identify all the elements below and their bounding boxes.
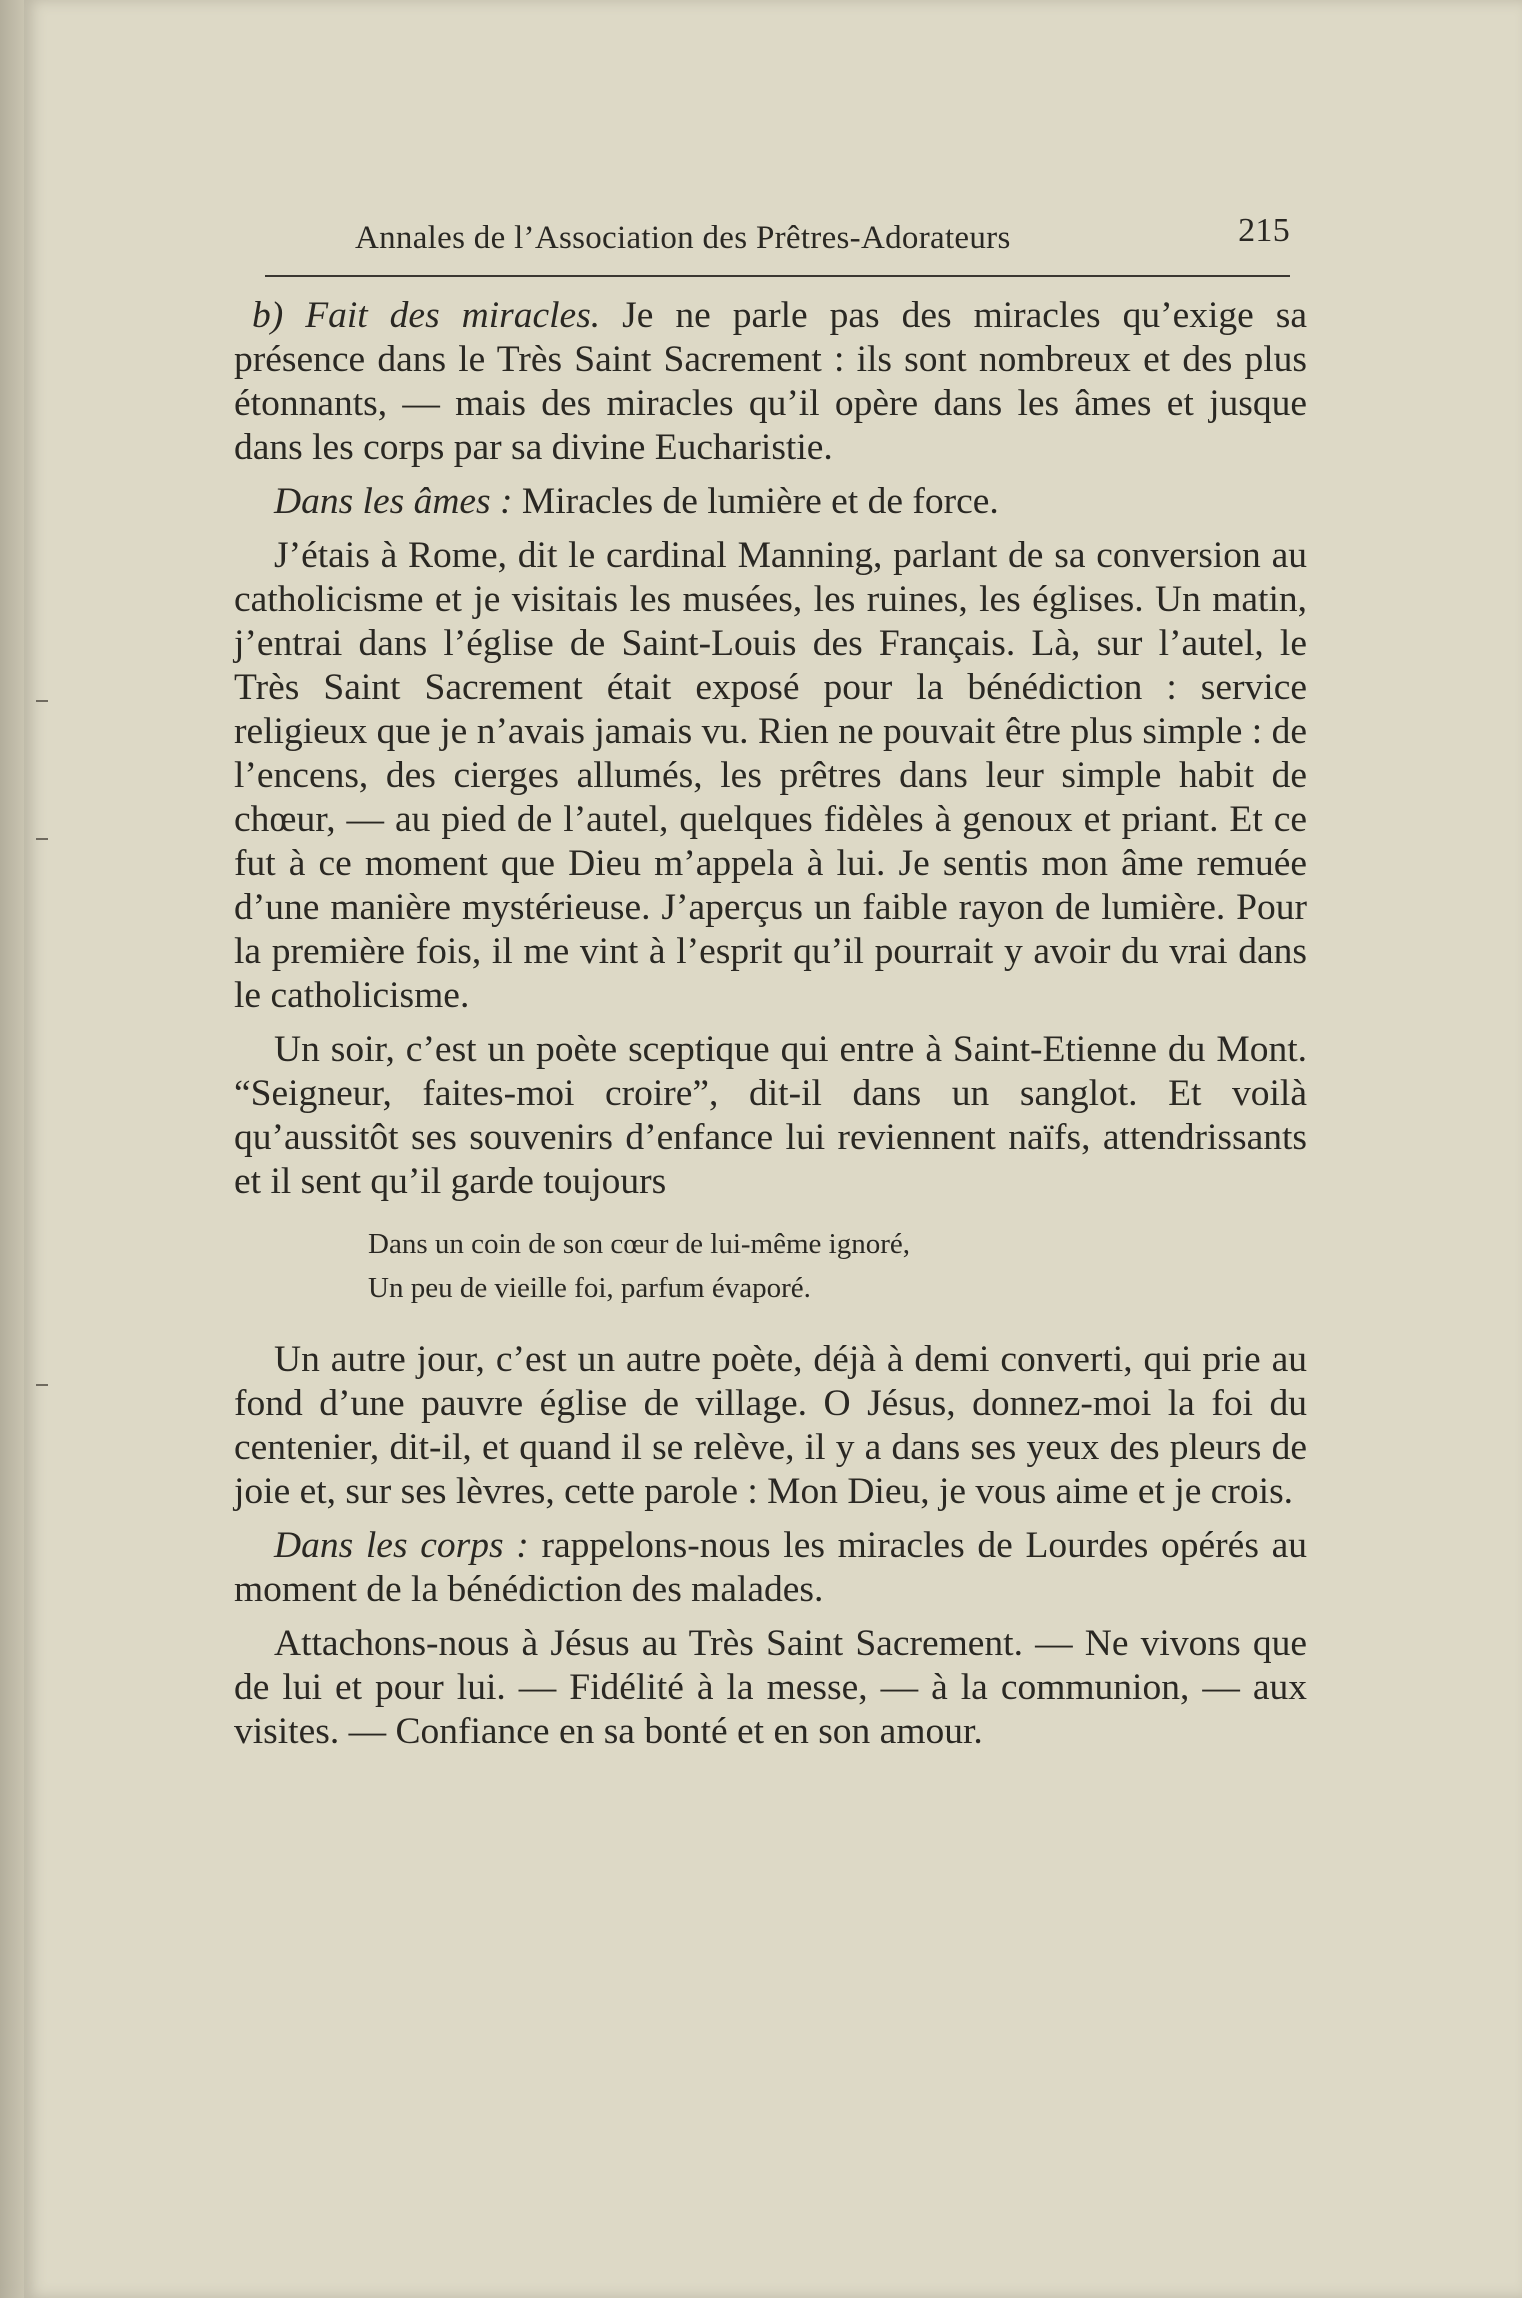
paragraph-lead: b) Fait des miracles. <box>252 295 601 336</box>
paragraph-autre-poete <box>234 1338 1307 1514</box>
verse-line: Un peu de vieille foi, parfum évaporé. <box>368 1272 811 1304</box>
paragraph-text: rappelons-nous les miracles de Lourdes opérés au moment de la bénédiction des malades. <box>234 1525 1308 1610</box>
verse-line: Dans un coin de son cœur de lui-même ignoré, <box>368 1228 910 1260</box>
verse-quote <box>368 1222 1307 1310</box>
paragraph-corps <box>234 1524 1307 1612</box>
paragraph-text: Miracles de lumière et de force. <box>512 481 999 522</box>
paragraph-text: Un autre jour, c’est un autre poète, déjà à demi converti, qui prie au fond d’une pauvre église de village. O Jésus, donnez-moi la foi du centenier, dit-il, et quand il se relève, il y a dans ses yeux des pleurs de joie et, sur ses lèvres, cette parole : Mon Dieu, je vous aime et je crois. <box>234 1339 1307 1512</box>
paragraph-miracles <box>234 294 1307 470</box>
header-rule <box>265 275 1290 277</box>
page-body <box>234 294 1307 1764</box>
margin-mark <box>36 700 48 702</box>
paragraph-manning <box>234 534 1307 1018</box>
paragraph-text: Attachons-nous à Jésus au Très Saint Sacrement. — Ne vivons que de lui et pour lui. — Fidélité à la messe, — à la communion, — aux visites. — Confiance en sa bonté et en son amour. <box>234 1623 1307 1752</box>
paragraph-text: Un soir, c’est un poète sceptique qui entre à Saint-Etienne du Mont. “Seigneur, faites-moi croire”, dit-il dans un sanglot. Et voilà qu’aussitôt ses souvenirs d’enfance lui reviennent naïfs, attendrissants et il sent qu’il garde toujours <box>234 1029 1307 1202</box>
margin-mark <box>36 1384 48 1386</box>
book-spine-shadow <box>0 0 24 2298</box>
paragraph-poete-sceptique <box>234 1028 1307 1204</box>
paragraph-ames <box>234 480 1307 524</box>
paragraph-attachons <box>234 1622 1307 1754</box>
paragraph-lead: Dans les corps : <box>274 1525 529 1566</box>
margin-mark <box>36 838 48 840</box>
page-number: 215 <box>1238 212 1290 249</box>
paragraph-text: Je ne parle pas des miracles qu’exige sa présence dans le Très Saint Sacrement : ils sont nombreux et des plus étonnants, — mais des miracles qu’il opère dans les âmes et jusque dans les corps par sa divine Eucharistie. <box>234 295 1307 468</box>
paragraph-lead: Dans les âmes : <box>274 481 513 522</box>
paragraph-text: J’étais à Rome, dit le cardinal Manning, parlant de sa conversion au catholicisme et je visitais les musées, les ruines, les églises. Un matin, j’entrai dans l’église de Saint-Louis des Français. Là, sur l’autel, le Très Saint Sacrement était exposé pour la bénédiction : service religieux que je n’avais jamais vu. Rien ne pouvait être plus simple : de l’encens, des cierges allumés, les prêtres dans leur simple habit de chœur, — au pied de l’autel, quelques fidèles à genoux et priant. Et ce fut à ce moment que Dieu m’appela à lui. Je sentis mon âme remuée d’une manière mystérieuse. J’aperçus un faible rayon de lumière. Pour la première fois, il me vint à l’esprit qu’il pourrait y avoir du vrai dans le catholicisme. <box>234 535 1307 1016</box>
header-title: Annales de l’Association des Prêtres-Adorateurs <box>355 220 1011 256</box>
running-header <box>355 212 1290 262</box>
